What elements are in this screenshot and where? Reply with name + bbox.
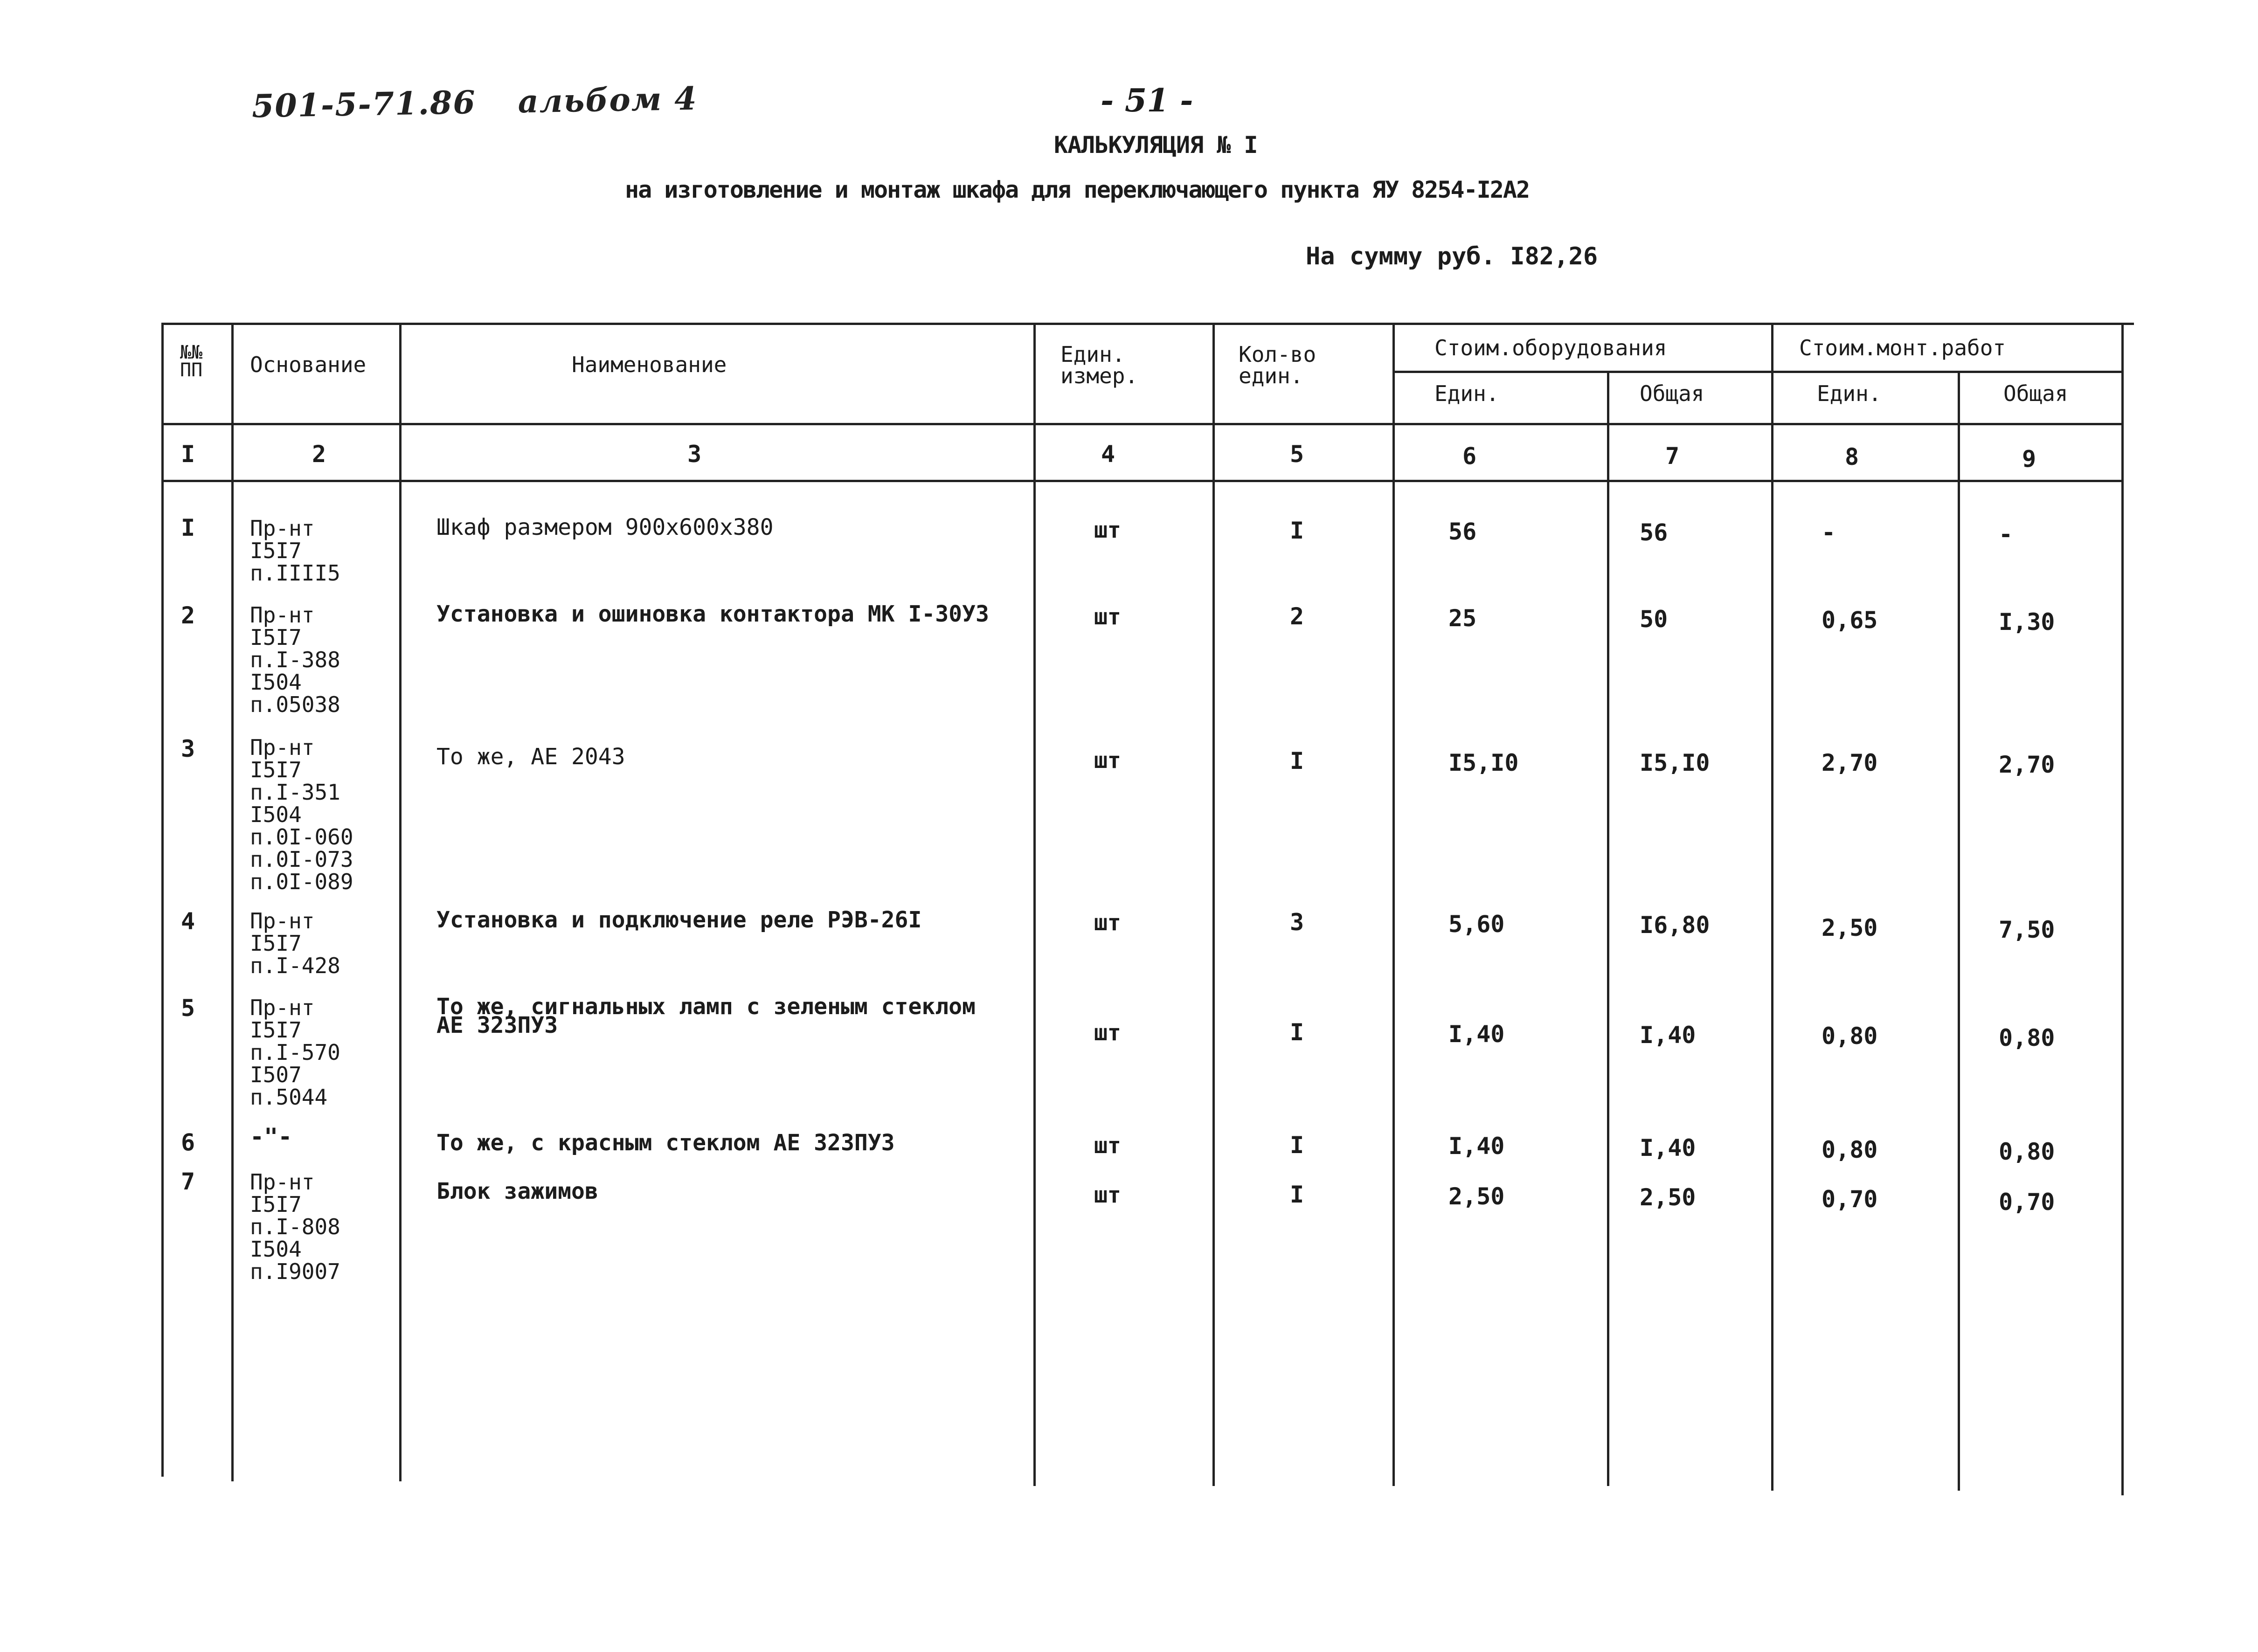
total-sum: На сумму руб. I82,26 [1306, 242, 1598, 270]
row-equip-unit: 5,60 [1448, 911, 1505, 938]
row-install-unit: 2,50 [1822, 914, 1878, 941]
row-name: То же, АЕ 2043 [436, 744, 625, 770]
row-unit: шт [1094, 1133, 1121, 1159]
header-qty: Кол-во един. [1239, 342, 1316, 388]
table-border-right [2121, 325, 2124, 1495]
column-divider [1033, 325, 1036, 1486]
header-equipment-cost: Стоим.оборудования [1434, 335, 1667, 360]
row-num: 7 [181, 1168, 195, 1195]
row-unit: шт [1094, 910, 1121, 936]
column-divider [1392, 325, 1395, 1486]
row-equip-total: 50 [1640, 606, 1668, 633]
row-name: Установка и ошиновка контактора МК I-30УЗ [436, 601, 989, 627]
column-divider [1212, 325, 1215, 1486]
row-basis: Пр-нт I5I7 п.I-808 I504 п.I9007 [250, 1169, 340, 1284]
header-name: Наименование [572, 352, 727, 377]
row-num: I [181, 514, 195, 541]
row-equip-total: I,40 [1640, 1022, 1696, 1049]
row-qty: I [1290, 517, 1304, 544]
row-basis: Пр-нт I5I7 п.I-388 I504 п.05038 [250, 602, 340, 717]
row-name: То же, сигнальных ламп с зеленым стеклом [436, 994, 976, 1020]
header-bottom-line [161, 423, 2124, 425]
row-equip-total: 2,50 [1640, 1184, 1696, 1211]
row-qty: I [1290, 1132, 1304, 1159]
header-installation-total: Общая [2003, 381, 2068, 406]
handwritten-doc-code [251, 80, 698, 125]
row-equip-total: I6,80 [1640, 912, 1710, 939]
column-number: 7 [1665, 442, 1680, 470]
row-unit: шт [1094, 517, 1121, 543]
column-divider [399, 325, 402, 1481]
column-number: I [181, 441, 195, 468]
row-equip-unit: 2,50 [1448, 1183, 1505, 1210]
row-unit: шт [1094, 1182, 1121, 1208]
row-qty: 3 [1290, 909, 1304, 936]
row-basis: -"- [250, 1123, 292, 1150]
row-install-total: I,30 [1999, 608, 2055, 636]
header-subdivider [1392, 371, 2122, 373]
column-number-line [161, 480, 2124, 482]
row-install-unit: 0,70 [1822, 1186, 1878, 1213]
document-title: КАЛЬКУЛЯЦИЯ № I [1054, 131, 1258, 159]
table-border-left [161, 325, 164, 1477]
row-num: 6 [181, 1129, 195, 1156]
column-number: 6 [1462, 442, 1477, 470]
row-install-unit: 0,80 [1822, 1136, 1878, 1163]
column-number: 5 [1290, 441, 1304, 468]
row-install-total: 0,70 [1999, 1189, 2055, 1216]
document-subtitle: на изготовление и монтаж шкафа для переключающего пункта ЯУ 8254-I2А2 [625, 176, 1530, 203]
row-name: То же, с красным стеклом АЕ 323ПУЗ [436, 1130, 895, 1156]
header-equipment-total: Общая [1640, 381, 1704, 406]
column-divider [1607, 372, 1609, 1486]
doc-code: 501-5-71.86 [251, 83, 477, 125]
row-unit: шт [1094, 604, 1121, 630]
row-equip-unit: I5,I0 [1448, 749, 1519, 776]
column-divider [1958, 372, 1960, 1491]
row-num: 4 [181, 908, 195, 935]
row-name: Установка и подключение реле РЭВ-26I [436, 907, 922, 933]
row-num: 5 [181, 995, 195, 1022]
row-unit: шт [1094, 747, 1121, 774]
row-name-continued: АЕ 323ПУЗ [436, 1012, 558, 1038]
row-basis: Пр-нт I5I7 п.IIII5 [250, 516, 340, 586]
header-equipment-unit: Един. [1434, 381, 1499, 406]
header-installation-unit: Един. [1817, 381, 1882, 406]
row-qty: I [1290, 1181, 1304, 1208]
row-equip-unit: 56 [1448, 518, 1477, 545]
header-basis: Основание [250, 352, 367, 377]
row-num: 2 [181, 602, 195, 629]
row-num: 3 [181, 735, 195, 762]
row-install-unit: 2,70 [1822, 749, 1878, 776]
row-basis: Пр-нт I5I7 п.I-428 [250, 908, 340, 978]
column-number: 2 [312, 441, 326, 468]
column-divider [1771, 325, 1773, 1491]
column-number: 3 [687, 441, 702, 468]
header-installation-cost: Стоим.монт.работ [1799, 335, 2006, 360]
column-number: 9 [2022, 445, 2036, 472]
row-equip-total: I,40 [1640, 1134, 1696, 1161]
row-install-total: 0,80 [1999, 1138, 2055, 1165]
column-number: 4 [1101, 441, 1115, 468]
row-equip-total: 56 [1640, 519, 1668, 546]
row-name: Шкаф размером 900х600х380 [436, 514, 774, 540]
row-unit: шт [1094, 1020, 1121, 1046]
row-install-total: 7,50 [1999, 916, 2055, 943]
page-number: - 51 - [1101, 82, 1193, 119]
row-basis: Пр-нт I5I7 п.I-351 I504 п.0I-060 п.0I-073 п.0I-089 [250, 735, 353, 894]
row-qty: I [1290, 1019, 1304, 1046]
row-qty: I [1290, 747, 1304, 774]
column-number: 8 [1845, 443, 1859, 470]
header-num: №№ ПП [180, 342, 203, 381]
album-label: альбом 4 [517, 80, 698, 121]
row-name: Блок зажимов [436, 1178, 598, 1204]
row-install-unit: 0,80 [1822, 1023, 1878, 1050]
row-equip-total: I5,I0 [1640, 749, 1710, 776]
calculation-table [161, 323, 2134, 1491]
row-equip-unit: 25 [1448, 605, 1477, 632]
row-install-total: - [1999, 521, 2013, 548]
row-equip-unit: I,40 [1448, 1133, 1505, 1160]
row-install-total: 0,80 [1999, 1024, 2055, 1051]
row-qty: 2 [1290, 603, 1304, 630]
row-install-unit: - [1822, 519, 1836, 546]
row-install-total: 2,70 [1999, 751, 2055, 778]
column-divider [231, 325, 234, 1481]
row-install-unit: 0,65 [1822, 607, 1878, 634]
header-unit: Един. измер. [1060, 342, 1138, 388]
row-equip-unit: I,40 [1448, 1021, 1505, 1048]
row-basis: Пр-нт I5I7 п.I-570 I507 п.5044 [250, 995, 340, 1110]
